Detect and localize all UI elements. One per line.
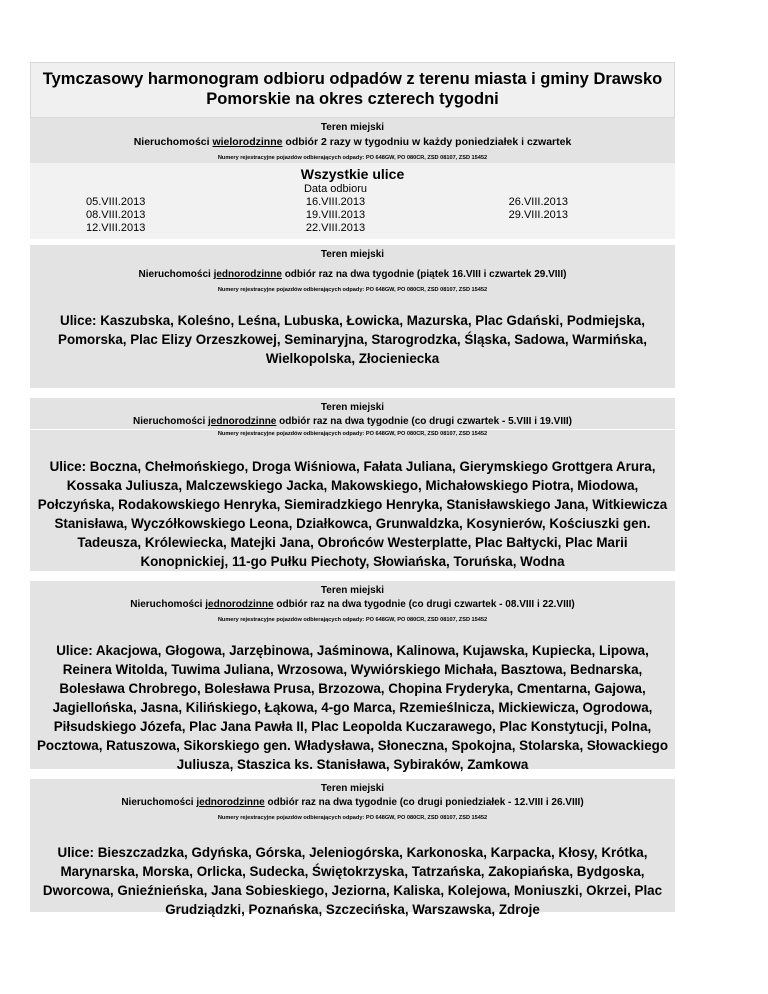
dates-column-middle [252, 183, 418, 235]
section-description: Nieruchomości wielorodzinne odbiór 2 razy w tygodniu w każdy poniedziałek i czwartek [133, 136, 572, 148]
property-type: jednorodzinne [196, 797, 265, 808]
section-singlefamily-3 [30, 581, 675, 772]
date-cell: 12.VIII.2013 [86, 222, 146, 234]
section-description: Nieruchomości jednorodzinne odbiór raz na dwa tygodnie (co drugi czwartek - 5.VIII i 19.VIII) [133, 416, 572, 427]
property-type: jednorodzinne [205, 599, 274, 610]
section-description: Nieruchomości jednorodzinne odbiór raz na dwa tygodnie (co drugi czwartek - 08.VIII i 22.VIII) [130, 599, 575, 610]
vehicle-numbers: Numery rejestracyjne pojazdów odbierających odpady: PO 648GW, PO 080CR, ZSD 08107, ZSD 15452 [30, 429, 675, 439]
section-area: Teren miejski [320, 122, 385, 133]
dates-grid [30, 183, 675, 235]
street-list: Ulice: Akacjowa, Głogowa, Jarzębinowa, Jaśminowa, Kalinowa, Kujawska, Kupiecka, Lipowa, Reinera Witolda, Tuwima Juliana, Wrzosowa, Wywiórskiego Michała, Basztowa, Bednarska, Bolesława Chrobrego, Bolesława Prusa, Brzozowa, Chopina Fryderyka, Cmentarna, Gajowa, Jagiellońska, Jasna, Kilińskiego, Łąkowa, 4-go Marca, Rzemieślnicza, Mickiewicza, Ogrodowa, Piłsudskiego Józefa, Plac Jana Pawła II, Plac Leopolda Kuczarawego, Plac Konstytucji, Polna, Pocztowa, Ratuszowa, Sikorskiego gen. Władysława, Słoneczna, Spokojna, Stolarska, Słowackiego Juliusza, Staszica ks. Stanisława, Sybiraków, Zamkowa [36, 643, 669, 772]
date-cell: 08.VIII.2013 [86, 209, 146, 221]
section-multifamily [30, 118, 675, 163]
property-type: wielorodzinne [212, 136, 283, 148]
date-cell: 29.VIII.2013 [508, 209, 568, 221]
street-list: Ulice: Boczna, Chełmońskiego, Droga Wiśniowa, Fałata Juliana, Gierymskiego Grottgera Arura, Kossaka Juliusza, Malczewskiego Jacka, Makowskiego, Michałowskiego Piotra, Miodowa, Połczyńska, Rodakowskiego Henryka, Siemiradzkiego Henryka, Stanisławskiego Jana, Witkiewicza Stanisława, Wyczółkowskiego Leona, Działkowca, Grunwaldzka, Kosynierów, Kościuszki gen. Tadeusza, Królewiecka, Matejki Jana, Obrońców Westerplatte, Plac Bałtycki, Plac Marii Konopnickiej, 11-go Pułku Piechoty, Słowiańska, Toruńska, Wodna [37, 459, 668, 569]
vehicle-numbers: Numery rejestracyjne pojazdów odbierających odpady: PO 648GW, PO 080CR, ZSD 08107, ZSD 15452 [217, 815, 488, 821]
section-area: Teren miejski [320, 402, 385, 413]
property-type: jednorodzinne [208, 416, 277, 427]
section-area: Teren miejski [320, 585, 385, 596]
street-list: Ulice: Bieszczadzka, Gdyńska, Górska, Jeleniogórska, Karkonoska, Karpacka, Kłosy, Krótka, Marynarska, Morska, Orlicka, Sudecka, Świętokrzyska, Tatrzańska, Zakopiańska, Bydgoska, Dworcowa, Gnieźnieńska, Jana Sobieskiego, Jeziorna, Kaliska, Kolejowa, Moniuszki, Okrzei, Plac Grudziądzki, Poznańska, Szczecińska, Warszawska, Zdroje [42, 845, 663, 917]
date-cell: 05.VIII.2013 [86, 196, 146, 208]
section-singlefamily-4 [30, 779, 675, 917]
vehicle-numbers: Numery rejestracyjne pojazdów odbierających odpady: PO 648GW, PO 080CR, ZSD 08107, ZSD 15452 [217, 155, 488, 161]
date-cell: 22.VIII.2013 [305, 222, 366, 234]
section-area: Teren miejski [320, 249, 385, 260]
schedule-document [30, 62, 675, 917]
all-streets-label: Wszystkie ulice [300, 166, 405, 182]
document-title-line1: Tymczasowy harmonogram odbioru odpadów z terenu miasta i gminy Drawsko [42, 70, 663, 88]
date-label: Data odbioru [303, 183, 367, 195]
document-title-line2: Pomorskie na okres czterech tygodni [206, 90, 499, 108]
dates-column-right [419, 183, 675, 235]
section-multifamily-dates [30, 163, 675, 239]
property-type: jednorodzinne [213, 269, 282, 280]
vehicle-numbers: Numery rejestracyjne pojazdów odbierających odpady: PO 648GW, PO 080CR, ZSD 08107, ZSD 15452 [217, 617, 488, 623]
section-area: Teren miejski [320, 783, 385, 794]
date-cell: 26.VIII.2013 [508, 196, 568, 208]
date-cell: 19.VIII.2013 [305, 209, 366, 221]
date-cell: 16.VIII.2013 [305, 196, 366, 208]
section-singlefamily-1 [30, 245, 675, 388]
section-description: Nieruchomości jednorodzinne odbiór raz na dwa tygodnie (co drugi poniedziałek - 12.VIII i 26.VIII) [121, 797, 584, 808]
street-list: Ulice: Kaszubska, Koleśno, Leśna, Lubuska, Łowicka, Mazurska, Plac Gdański, Podmiejska, Pomorska, Plac Elizy Orzeszkowej, Seminaryjna, Starogrodzka, Śląska, Sadowa, Warmińska, Wielkopolska, Złocieniecka [58, 313, 647, 366]
section-singlefamily-2 [30, 398, 675, 571]
section-description: Nieruchomości jednorodzinne odbiór raz na dwa tygodnie (piątek 16.VIII i czwartek 29.VIII) [138, 269, 567, 280]
title-box [30, 62, 675, 118]
dates-column-left [30, 183, 252, 235]
vehicle-numbers: Numery rejestracyjne pojazdów odbierających odpady: PO 648GW, PO 080CR, ZSD 08107, ZSD 15452 [217, 287, 488, 293]
